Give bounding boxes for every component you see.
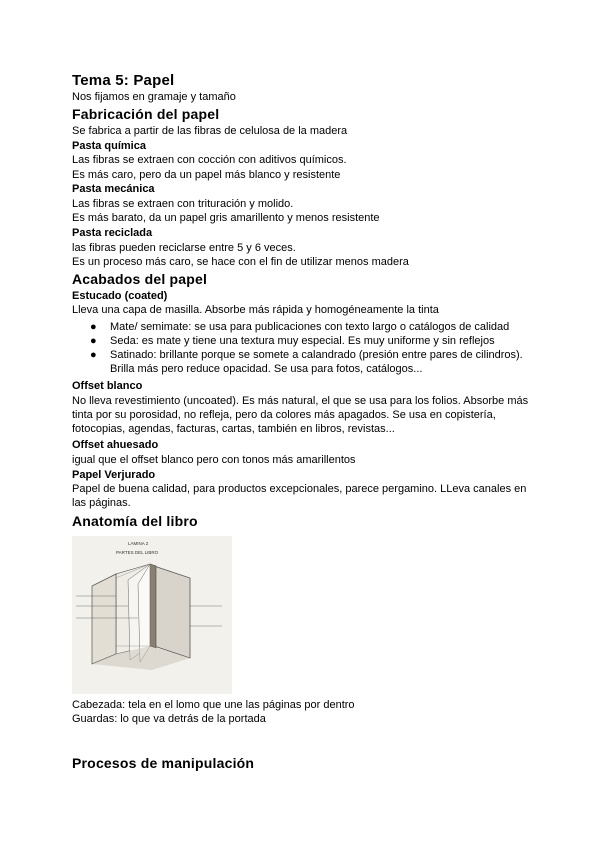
pasta-mecanica-line1: Las fibras se extraen con trituración y molido.	[72, 198, 294, 210]
fabricacion-intro: Se fabrica a partir de las fibras de celulosa de la madera	[72, 125, 348, 137]
label-offset-ahuesado: Offset ahuesado	[72, 439, 159, 451]
bullet-seda-text: Seda: es mate y tiene una textura muy especial. Es muy uniforme y sin reflejos	[110, 335, 495, 347]
offset-blanco-text: No lleva revestimiento (uncoated). Es más natural, el que se usa para los folios. Absorbe más tinta por su porosidad, no refleja, pero da colores más apagados. Se usa en copistería, fotocopias, agendas, facturas, cartas, también en libros, revistas...	[72, 395, 529, 435]
estucado-bullet-list	[72, 320, 532, 376]
pasta-quimica-line2: Es más caro, pero da un papel más blanco y resistente	[72, 169, 341, 181]
figure-caption-1: LAMINA 2	[128, 541, 149, 546]
bullet-icon: ●	[90, 321, 97, 333]
pasta-mecanica-line2: Es más barato, da un papel gris amarillento y menos resistente	[72, 212, 380, 224]
bullet-icon: ●	[90, 335, 97, 347]
heading-anatomia: Anatomía del libro	[72, 513, 198, 529]
list-item	[72, 334, 532, 348]
list-item	[72, 348, 532, 376]
heading-procesos: Procesos de manipulación	[72, 755, 255, 771]
guardas-text: Guardas: lo que va detrás de la portada	[72, 713, 266, 725]
estucado-text: Lleva una capa de masilla. Absorbe más rápida y homogéneamente la tinta	[72, 304, 439, 316]
bullet-icon: ●	[90, 349, 97, 361]
list-item	[72, 320, 532, 334]
heading-acabados: Acabados del papel	[72, 271, 208, 287]
heading-fabricacion: Fabricación del papel	[72, 106, 220, 122]
bullet-satinado-text: Satinado: brillante porque se somete a calandrado (presión entre pares de cilindros). Brilla más pero reduce opacidad. Se usa para fotos, catálogos...	[110, 349, 523, 375]
page-title: Tema 5: Papel	[72, 72, 175, 89]
book-anatomy-figure	[72, 536, 232, 694]
offset-ahuesado-text: igual que el offset blanco pero con tonos más amarillentos	[72, 454, 356, 466]
cabezada-text: Cabezada: tela en el lomo que une las páginas por dentro	[72, 699, 355, 711]
pasta-quimica-line1: Las fibras se extraen con cocción con aditivos químicos.	[72, 154, 347, 166]
subtitle-text: Nos fijamos en gramaje y tamaño	[72, 91, 236, 103]
pasta-reciclada-line2: Es un proceso más caro, se hace con el fin de utilizar menos madera	[72, 256, 409, 268]
label-papel-verjurado: Papel Verjurado	[72, 469, 156, 481]
label-offset-blanco: Offset blanco	[72, 380, 143, 392]
label-pasta-mecanica: Pasta mecánica	[72, 183, 155, 195]
papel-verjurado-text: Papel de buena calidad, para productos excepcionales, parece pergamino. LLeva canales en las páginas.	[72, 483, 527, 509]
figure-caption-2: PARTES DEL LIBRO	[116, 550, 159, 555]
pasta-reciclada-line1: las fibras pueden reciclarse entre 5 y 6 veces.	[72, 242, 296, 254]
bullet-mate-text: Mate/ semimate: se usa para publicaciones con texto largo o catálogos de calidad	[110, 321, 510, 333]
label-estucado: Estucado (coated)	[72, 290, 168, 302]
label-pasta-quimica: Pasta química	[72, 140, 146, 152]
label-pasta-reciclada: Pasta reciclada	[72, 227, 153, 239]
